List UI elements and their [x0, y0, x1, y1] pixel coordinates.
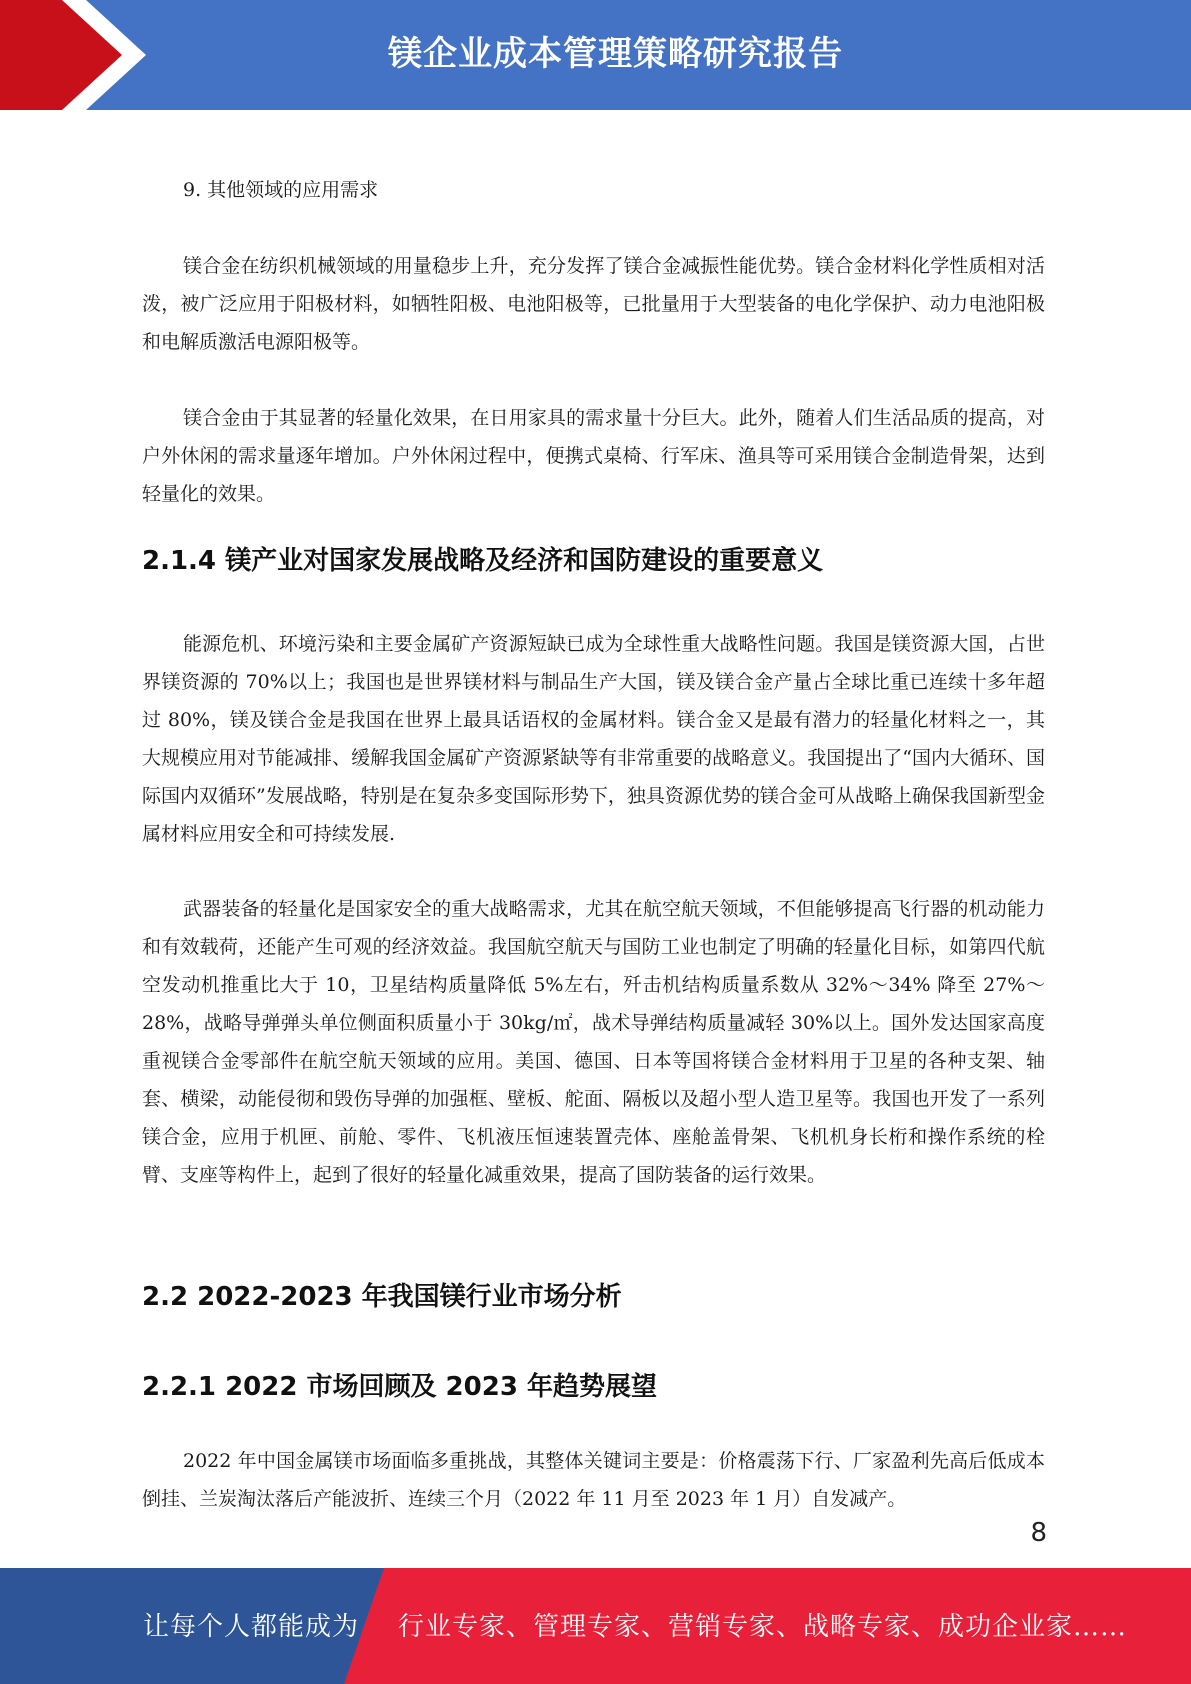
heading-2-2: 2.2 2022-2023 年我国镁行业市场分析	[142, 1282, 622, 1312]
paragraph-weapon-lightweight: 武器装备的轻量化是国家安全的重大战略需求，尤其在航空航天领域，不但能够提高飞行器的机动能力和有效载荷，还能产生可观的经济效益。我国航空航天与国防工业也制定了明确的轻量化目标，如第四代航空发动机推重比大于 10，卫星结构质量降低 5%左右，歼击机结构质量系数从 32%～34% 降至 27%～28%，战略导弹弹头单位侧面积质量小于 30kg/㎡，战术导弹结构质量减轻 30%以上。国外发达国家高度重视镁合金零部件在航空航天领域的应用。美国、德国、日本等国将镁合金材料用于卫星的各种支架、轴套、横梁，动能侵彻和毁伤导弹的加强框、壁板、舵面、隔板以及超小型人造卫星等。我国也开发了一系列镁合金，应用于机匣、前舱、零件、飞机液压恒速装置壳体、座舱盖骨架、飞机机身长桁和操作系统的栓臂、支座等构件上，起到了很好的轻量化减重效果，提高了国防装备的运行效果。	[142, 898, 1045, 1186]
paragraph-2022-market: 2022 年中国金属镁市场面临多重挑战，其整体关键词主要是：价格震荡下行、厂家盈利先高后低成本倒挂、兰炭淘汰落后产能波折、连续三个月（2022 年 11 月至 2023 年 1 月）自发减产。	[142, 1450, 1045, 1510]
footer-slogan-left: 让每个人都能成为	[143, 1612, 360, 1642]
header-banner	[0, 0, 1191, 110]
footer-banner	[0, 1568, 1191, 1684]
paragraph-textile-anode: 镁合金在纺织机械领域的用量稳步上升，充分发挥了镁合金减振性能优势。镁合金材料化学性质相对活泼，被广泛应用于阳极材料，如牺牲阳极、电池阳极等，已批量用于大型装备的电化学保护、动力电池阳极和电解质激活电源阳极等。	[142, 255, 1045, 353]
report-title: 镁企业成本管理策略研究报告	[388, 34, 843, 74]
subsection-item-9: 9. 其他领域的应用需求	[183, 179, 379, 201]
paragraph-household-furniture: 镁合金由于其显著的轻量化效果，在日用家具的需求量十分巨大。此外，随着人们生活品质的提高，对户外休闲的需求量逐年增加。户外休闲过程中，便携式桌椅、行军床、渔具等可采用镁合金制造骨架，达到轻量化的效果。	[142, 407, 1045, 505]
heading-2-2-1: 2.2.1 2022 市场回顾及 2023 年趋势展望	[142, 1372, 657, 1402]
page-number: 8	[1030, 1518, 1047, 1548]
footer-slogan-right: 行业专家、管理专家、营销专家、战略专家、成功企业家……	[398, 1612, 1128, 1642]
paragraph-strategic-resource: 能源危机、环境污染和主要金属矿产资源短缺已成为全球性重大战略性问题。我国是镁资源大国，占世界镁资源的 70%以上；我国也是世界镁材料与制品生产大国，镁及镁合金产量占全球比重已连续十多年超过 80%，镁及镁合金是我国在世界上最具话语权的金属材料。镁合金又是最有潜力的轻量化材料之一，其大规模应用对节能减排、缓解我国金属矿产资源紧缺等有非常重要的战略意义。我国提出了“国内大循环、国际国内双循环”发展战略，特别是在复杂多变国际形势下，独具资源优势的镁合金可从战略上确保我国新型金属材料应用安全和可持续发展.	[142, 633, 1045, 845]
heading-2-1-4: 2.1.4 镁产业对国家发展战略及经济和国防建设的重要意义	[142, 546, 824, 576]
